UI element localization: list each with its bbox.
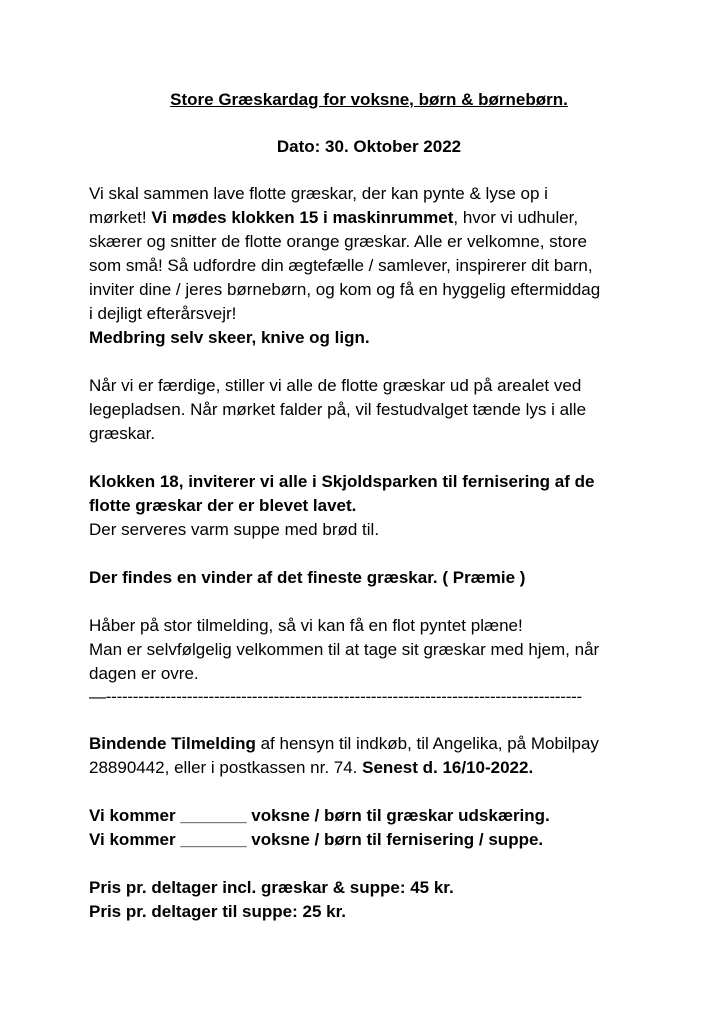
closing-line: Håber på stor tilmelding, så vi kan få en flot pyntet plæne!	[89, 616, 523, 635]
display-paragraph	[89, 374, 649, 446]
vernissage-line: Klokken 18, inviterer vi alle i Skjoldsparken til fernisering af de	[89, 472, 595, 491]
soup-line: Der serveres varm suppe med brød til.	[89, 520, 380, 539]
spacer	[89, 446, 649, 470]
intro-paragraph	[89, 182, 649, 350]
spacer	[89, 112, 649, 135]
vernissage-line: flotte græskar der er blevet lavet.	[89, 496, 357, 515]
separator-line: —----------------------------------------------------------------------------------------	[89, 687, 582, 706]
signup-paragraph	[89, 732, 649, 780]
bring-tools-note: Medbring selv skeer, knive og lign.	[89, 328, 370, 347]
spacer	[89, 852, 649, 876]
signup-form	[89, 804, 649, 852]
spacer	[89, 780, 649, 804]
intro-line: i dejligt efterårsvejr!	[89, 304, 237, 323]
price-line-full: Pris pr. deltager incl. græskar & suppe: 45 kr.	[89, 878, 454, 897]
price-line-soup: Pris pr. deltager til suppe: 25 kr.	[89, 902, 346, 921]
intro-line	[89, 206, 649, 230]
form-line-soup: Vi kommer _______ voksne / børn til fernisering / suppe.	[89, 830, 544, 849]
signup-heading: Bindende Tilmelding	[89, 734, 256, 753]
closing-paragraph	[89, 614, 649, 686]
date-line: Dato: 30. Oktober 2022	[276, 137, 462, 156]
intro-text: , hvor vi udhuler,	[453, 208, 579, 227]
signup-text: 28890442, eller i postkassen nr. 74.	[89, 758, 363, 777]
intro-line: Vi skal sammen lave flotte græskar, der kan pynte & lyse op i	[89, 184, 548, 203]
document-title: Store Græskardag for voksne, børn & børnebørn.	[170, 90, 568, 109]
signup-line	[89, 756, 649, 780]
form-line-carving: Vi kommer _______ voksne / børn til græskar udskæring.	[89, 806, 550, 825]
spacer	[89, 542, 649, 566]
intro-line: som små! Så udfordre din ægtefælle / samlever, inspirerer dit barn,	[89, 256, 593, 275]
signup-line	[89, 732, 649, 756]
intro-text: mørket!	[89, 208, 152, 227]
vernissage-paragraph	[89, 470, 649, 542]
spacer	[89, 590, 649, 614]
spacer	[89, 159, 649, 182]
signup-text: af hensyn til indkøb, til Angelika, på Mobilpay	[255, 734, 599, 753]
prices	[89, 876, 649, 924]
display-line: legepladsen. Når mørket falder på, vil festudvalget tænde lys i alle	[89, 400, 587, 419]
intro-line: skærer og snitter de flotte orange græskar. Alle er velkomne, store	[89, 232, 587, 251]
display-line: græskar.	[89, 424, 156, 443]
signup-deadline: Senest d. 16/10-2022.	[362, 758, 534, 777]
closing-line: dagen er ovre.	[89, 664, 199, 683]
intro-line: inviter dine / jeres børnebørn, og kom og få en hyggelig eftermiddag	[89, 280, 601, 299]
winner-line: Der findes en vinder af det fineste græskar. ( Præmie )	[89, 568, 526, 587]
meeting-time-emphasis: Vi mødes klokken 15 i maskinrummet	[151, 208, 454, 227]
closing-line: Man er selvfølgelig velkommen til at tage sit græskar med hjem, når	[89, 640, 600, 659]
spacer	[89, 350, 649, 374]
document-page	[89, 88, 649, 924]
display-line: Når vi er færdige, stiller vi alle de flotte græskar ud på arealet ved	[89, 376, 582, 395]
spacer	[89, 708, 649, 732]
